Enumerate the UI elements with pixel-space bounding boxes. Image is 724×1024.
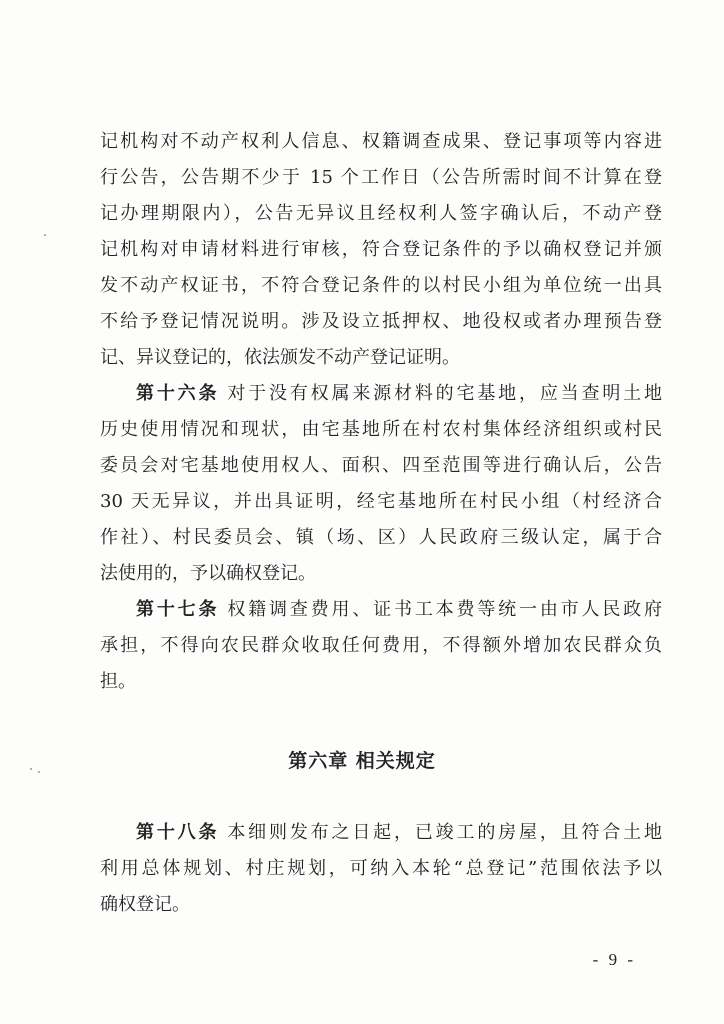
article-text: 权籍调查费用、证书工本费等统一由市人民政府	[227, 599, 663, 620]
article-text: 对于没有权属来源材料的宅基地，应当查明土地	[227, 383, 663, 404]
article-first-line	[100, 376, 662, 412]
text-line: 记办理期限内），公告无异议且经权利人签字确认后，不动产登	[100, 203, 662, 224]
text-line: 记机构对不动产权利人信息、权籍调查成果、登记事项等内容进	[100, 131, 662, 152]
text-line: 历史使用情况和现状，由宅基地所在村农村集体经济组织或村民	[100, 419, 662, 440]
text-line: 30 天无异议，并出具证明，经宅基地所在村民小组（村经济合	[100, 491, 662, 512]
article-16	[100, 376, 662, 592]
page-number: - 9 -	[592, 950, 636, 969]
paragraph-continued	[100, 124, 662, 376]
text-line: 作社）、村民委员会、镇（场、区）人民政府三级认定，属于合	[100, 527, 662, 548]
chapter-heading: 第六章 相关规定	[288, 750, 436, 772]
text-line: 不给予登记情况说明。涉及设立抵押权、地役权或者办理预告登	[100, 311, 662, 332]
article-title: 第十七条	[136, 599, 220, 620]
scan-speck	[44, 234, 46, 236]
text-line: 利用总体规划、村庄规划，可纳入本轮“总登记”范围依法予以	[100, 858, 662, 879]
text-line: 记机构对申请材料进行审核，符合登记条件的予以确权登记并颁	[100, 239, 662, 260]
article-18	[100, 815, 662, 923]
article-text: 本细则发布之日起，已竣工的房屋，且符合土地	[227, 822, 663, 843]
article-17	[100, 592, 662, 700]
article-first-line	[100, 592, 662, 628]
text-line: 发不动产权证书，不符合登记条件的以村民小组为单位统一出具	[100, 275, 662, 296]
article-title: 第十六条	[136, 383, 220, 404]
article-title: 第十八条	[136, 822, 220, 843]
scan-speck	[38, 771, 40, 773]
text-line: 记、异议登记的，依法颁发不动产登记证明。	[100, 347, 460, 368]
text-line: 承担，不得向农民群众收取任何费用，不得额外增加农民群众负	[100, 635, 662, 656]
text-line: 担。	[100, 671, 136, 692]
scan-speck	[30, 768, 32, 770]
article-first-line	[100, 815, 662, 851]
text-line: 法使用的，予以确权登记。	[100, 563, 316, 584]
text-line: 行公告，公告期不少于 15 个工作日（公告所需时间不计算在登	[100, 167, 662, 188]
text-line: 确权登记。	[100, 894, 190, 915]
text-line: 委员会对宅基地使用权人、面积、四至范围等进行确认后，公告	[100, 455, 662, 476]
